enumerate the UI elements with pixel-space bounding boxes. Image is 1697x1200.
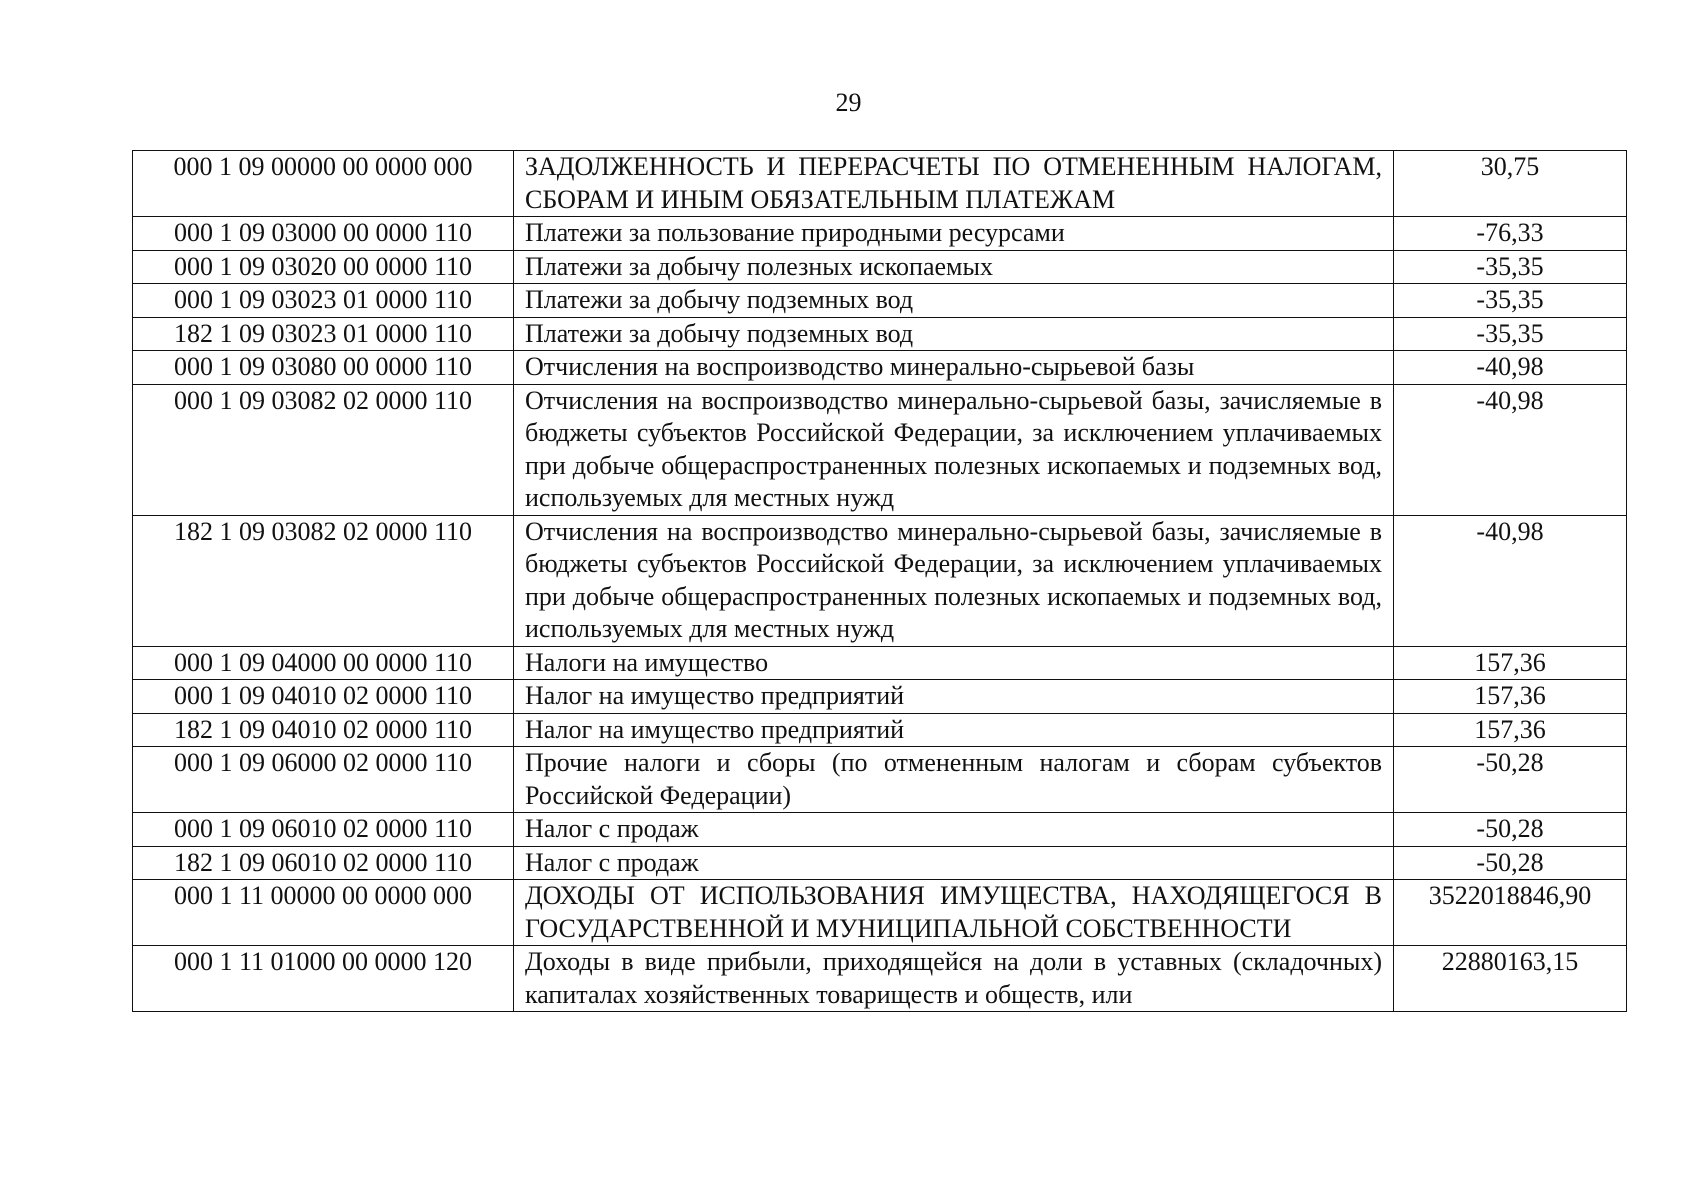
revenue-name: ЗАДОЛЖЕННОСТЬ И ПЕРЕРАСЧЕТЫ ПО ОТМЕНЕННЫМ НАЛОГАМ, СБОРАМ И ИНЫМ ОБЯЗАТЕЛЬНЫМ ПЛАТЕЖАМ: [514, 151, 1394, 217]
table-row: [133, 946, 1627, 1012]
revenue-code: 000 1 09 03023 01 0000 110: [133, 284, 514, 318]
revenue-name: Налог с продаж: [514, 846, 1394, 880]
revenue-amount: -40,98: [1394, 384, 1627, 515]
budget-revenue-table: [132, 150, 1627, 1012]
table-row: [133, 646, 1627, 680]
revenue-name: Отчисления на воспроизводство минерально-сырьевой базы, зачисляемые в бюджеты субъектов Российской Федерации, за исключением уплачиваемых при добыче общераспространенных полезных ископаемых и подземных вод, используемых для местных нужд: [514, 384, 1394, 515]
revenue-amount: 157,36: [1394, 646, 1627, 680]
revenue-code: 000 1 11 01000 00 0000 120: [133, 946, 514, 1012]
revenue-code: 000 1 11 00000 00 0000 000: [133, 880, 514, 946]
revenue-amount: -50,28: [1394, 846, 1627, 880]
table-row: [133, 713, 1627, 747]
revenue-amount: 22880163,15: [1394, 946, 1627, 1012]
revenue-code: 000 1 09 03080 00 0000 110: [133, 351, 514, 385]
revenue-amount: -35,35: [1394, 250, 1627, 284]
revenue-code: 000 1 09 04000 00 0000 110: [133, 646, 514, 680]
revenue-amount: -50,28: [1394, 747, 1627, 813]
revenue-code: 000 1 09 06010 02 0000 110: [133, 813, 514, 847]
table-row: [133, 217, 1627, 251]
page-number: 29: [835, 88, 862, 117]
revenue-amount: -35,35: [1394, 317, 1627, 351]
revenue-name: Платежи за добычу полезных ископаемых: [514, 250, 1394, 284]
revenue-code: 182 1 09 03023 01 0000 110: [133, 317, 514, 351]
table-body: [133, 151, 1627, 1012]
table-row: [133, 515, 1627, 646]
revenue-code: 000 1 09 03020 00 0000 110: [133, 250, 514, 284]
revenue-name: Отчисления на воспроизводство минерально-сырьевой базы: [514, 351, 1394, 385]
revenue-amount: 3522018846,90: [1394, 880, 1627, 946]
revenue-code: 182 1 09 04010 02 0000 110: [133, 713, 514, 747]
table-row: [133, 351, 1627, 385]
revenue-amount: 157,36: [1394, 713, 1627, 747]
revenue-code: 000 1 09 03082 02 0000 110: [133, 384, 514, 515]
revenue-code: 000 1 09 04010 02 0000 110: [133, 680, 514, 714]
revenue-amount: -40,98: [1394, 515, 1627, 646]
revenue-name: ДОХОДЫ ОТ ИСПОЛЬЗОВАНИЯ ИМУЩЕСТВА, НАХОДЯЩЕГОСЯ В ГОСУДАРСТВЕННОЙ И МУНИЦИПАЛЬНОЙ СОБСТВЕННОСТИ: [514, 880, 1394, 946]
table-row: [133, 151, 1627, 217]
revenue-amount: -76,33: [1394, 217, 1627, 251]
revenue-amount: -40,98: [1394, 351, 1627, 385]
table-row: [133, 284, 1627, 318]
table-row: [133, 846, 1627, 880]
revenue-amount: 30,75: [1394, 151, 1627, 217]
revenue-name: Налог с продаж: [514, 813, 1394, 847]
revenue-name: Налоги на имущество: [514, 646, 1394, 680]
table-row: [133, 250, 1627, 284]
revenue-code: 182 1 09 06010 02 0000 110: [133, 846, 514, 880]
revenue-name: Налог на имущество предприятий: [514, 680, 1394, 714]
table-row: [133, 880, 1627, 946]
revenue-name: Прочие налоги и сборы (по отмененным налогам и сборам субъектов Российской Федерации): [514, 747, 1394, 813]
revenue-code: 000 1 09 03000 00 0000 110: [133, 217, 514, 251]
revenue-code: 000 1 09 00000 00 0000 000: [133, 151, 514, 217]
revenue-code: 182 1 09 03082 02 0000 110: [133, 515, 514, 646]
revenue-code: 000 1 09 06000 02 0000 110: [133, 747, 514, 813]
revenue-amount: -50,28: [1394, 813, 1627, 847]
revenue-name: Налог на имущество предприятий: [514, 713, 1394, 747]
table-row: [133, 680, 1627, 714]
revenue-name: Отчисления на воспроизводство минерально-сырьевой базы, зачисляемые в бюджеты субъектов Российской Федерации, за исключением уплачиваемых при добыче общераспространенных полезных ископаемых и подземных вод, используемых для местных нужд: [514, 515, 1394, 646]
table-row: [133, 747, 1627, 813]
revenue-name: Платежи за добычу подземных вод: [514, 284, 1394, 318]
revenue-name: Платежи за добычу подземных вод: [514, 317, 1394, 351]
revenue-name: Платежи за пользование природными ресурсами: [514, 217, 1394, 251]
revenue-amount: -35,35: [1394, 284, 1627, 318]
revenue-amount: 157,36: [1394, 680, 1627, 714]
revenue-name: Доходы в виде прибыли, приходящейся на доли в уставных (складочных) капиталах хозяйственных товариществ и обществ, или: [514, 946, 1394, 1012]
table-row: [133, 813, 1627, 847]
table-row: [133, 317, 1627, 351]
table-row: [133, 384, 1627, 515]
